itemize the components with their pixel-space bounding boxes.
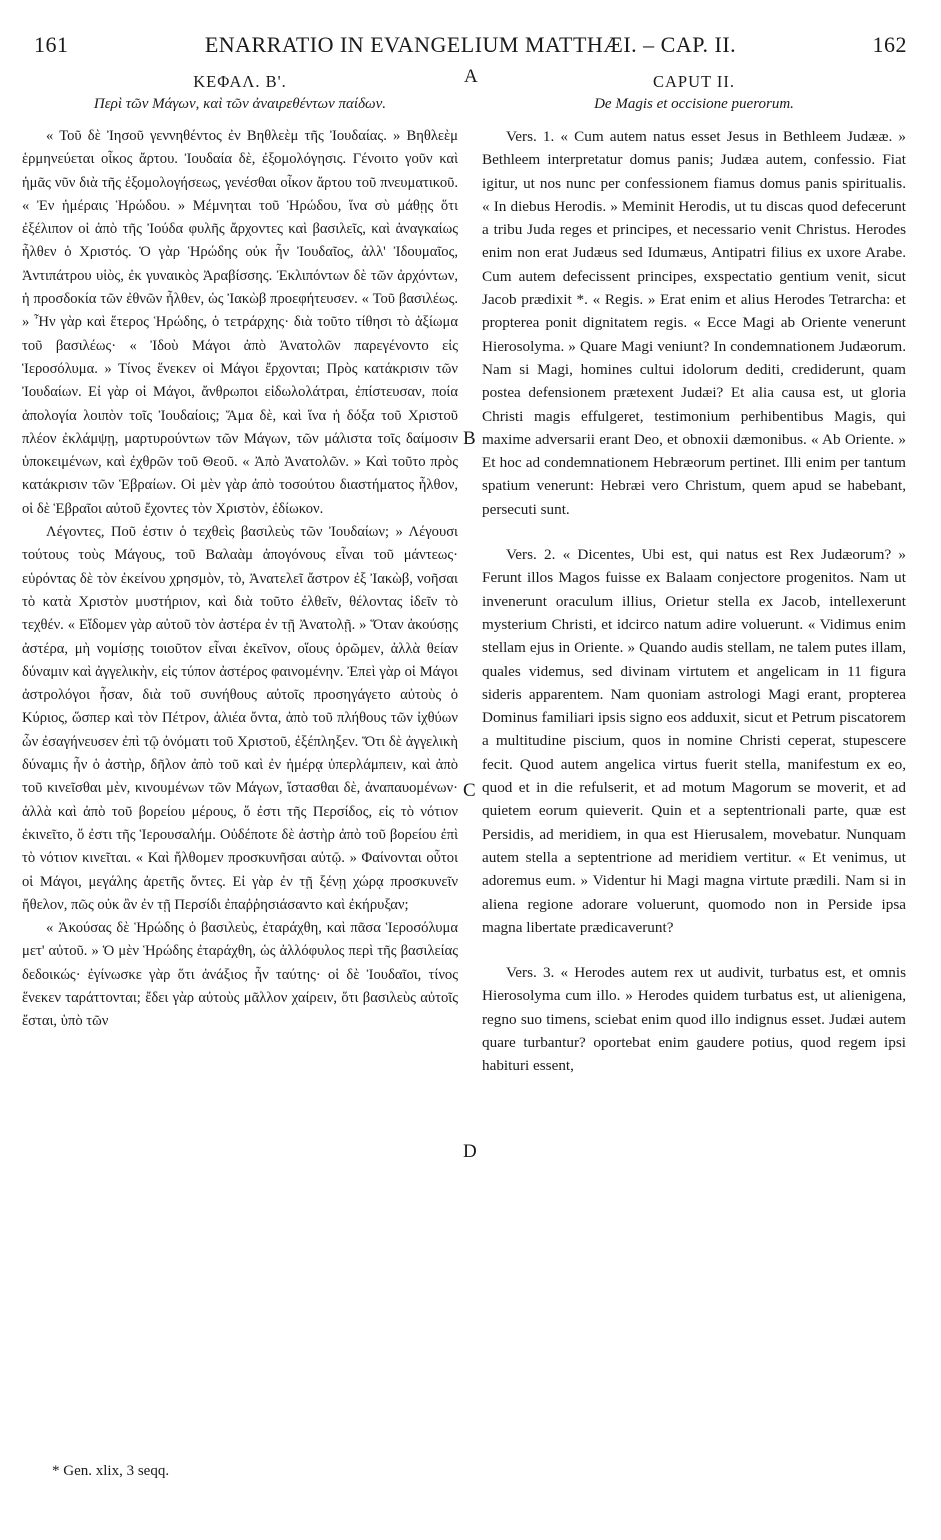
latin-paragraph: Vers. 2. « Dicentes, Ubi est, qui natus est Rex Judæorum? » Ferunt illos Magos fuisse ex Balaam conjectore progenitos. Nam ut invenerunt oraculum illius, Orietur stella ex Jacob, intellexerunt mysterium Christi, et idcirco natum adire voluerunt. « Vidimus enim stellam ejus in Oriente. » Quando audis stellam, ne talem putes illam, quales videmus, sed divinam virtutem et angelicam in 11 figura sideris apparentem. Nam quoniam astrologi Magi erant, propterea Dominus familiari ipsis signo eos adduxit, sicut et Petrum piscatorem a multitudine piscium, quos in nomine Christi ceperat, stupescere fecit. Quod autem angelica virtus fuerit stella, manifestum ex eo, quod et in die refulserit, et ad motum Magorum se moverit, et ad quietem eorum quieverit. Quin et a septentrionali parte, quæ est Persidis, ad meridiem, in qua est Hierusalem, movebatur. Nunquam autem stella a septentrione ad meridiem vertitur. « Et venimus, ut adoremus eum. » Videntur hi Magi magna virtute prædili. Nam si in aliena regione adorare voluerunt, quomodo non in Perside ipsa magna libertate prædicaverunt? <box>482 546 906 936</box>
latin-paragraph: Vers. 3. « Herodes autem rex ut audivit, turbatus est, et omnis Hierosolyma cum illo. » Herodes quidem turbatus est, ut alienigena, regno suo timens, sciebat enim quod illo indignus esset. Judæi autem quare turbantur? oportebat enim gaudere potius, quod regem ipsi habituri essent, <box>482 964 906 1075</box>
running-header <box>34 32 907 60</box>
greek-chapter-subtitle: Περὶ τῶν Μάγων, καὶ τῶν ἀναιρεθέντων παίδων. <box>93 96 387 112</box>
page-number-right: 162 <box>872 32 907 57</box>
latin-chapter-heading: CAPUT II. <box>652 72 736 91</box>
margin-marker-b: B <box>463 428 476 449</box>
greek-column <box>22 70 458 1034</box>
latin-chapter-subtitle: De Magis et occisione puerorum. <box>594 96 794 112</box>
greek-paragraph: « Τοῦ δὲ Ἰησοῦ γεννηθέντος ἐν Βηθλεὲμ τῆς Ἰουδαίας. » Βηθλεὲμ ἑρμηνεύεται οἶκος ἄρτου. Ἰουδαία δὲ, ἐξομολόγησις. Γένοιτο γοῦν καὶ ἡμᾶς νῦν διὰ τῆς ἐξομολογήσεως, γενέσθαι οἶκον ἄρτου τοῦ πνευματικοῦ. « Ἐν ἡμέραις Ἡρώδου. » Μέμνηται τοῦ Ἡρώδου, ἵνα σὺ μάθῃς ὅτι ἐξέλιπον οἱ ἀπὸ τῆς Ἰούδα φυλῆς ἄρχοντες καὶ βασιλεῖς, καὶ ἀναγκαίως ἦλθεν ὁ Χριστός. Ὁ γὰρ Ἡρώδης οὐκ ἦν Ἰουδαῖος, ἀλλ' Ἰδουμαῖος, Ἀντιπάτρου υἱὸς, ἐκ γυναικὸς Ἀραβίσσης. Ἐκλιπόντων δὲ τῶν ἀρχόντων, ἡ προσδοκία τῶν ἐθνῶν ἦλθεν, ὡς Ἰακὼβ προεφήτευσεν. « Τοῦ βασιλέως. » Ἦν γὰρ καὶ ἕτερος Ἡρώδης, ὁ τετράρχης· διὰ τοῦτο τίθησι τὸ ἀξίωμα τοῦ βασιλέως· « Ἰδοὺ Μάγοι ἀπὸ Ἀνατολῶν παρεγένοντο εἰς Ἱεροσόλυμα. » Τίνος ἕνεκεν οἱ Μάγοι ἔρχονται; Πρὸς κατάκρισιν τῶν Ἰουδαίων. Εἰ γὰρ οἱ Μάγοι, ἄνθρωποι εἰδωλολάτραι, ἐπίστευσαν, ποία ἀπολογία λοιπὸν τοῖς Ἰουδαίοις; Ἅμα δὲ, καὶ ἵνα ἡ δόξα τοῦ Χριστοῦ πλέον ἐκλάμψῃ, μαρτυρούντων τῶν Μάγων, τῶν μάλιστα τοῖς δαίμοσιν ὑποκειμένων, καὶ ἐχθρῶν τοῦ Θεοῦ. « Ἀπὸ Ἀνατολῶν. » Καὶ τοῦτο πρὸς κατάκρισιν τῶν Ἑβραίων. Οἱ μὲν γὰρ ἀπὸ τοσούτου διαστήματος ἦλθον, οἱ δὲ Ἑβραῖοι αὐτοῦ ἔχοντες τὸν Χριστὸν, ἐδίωκον. <box>22 128 458 517</box>
running-title: ENARRATIO IN EVANGELIUM MATTHÆI. – CAP. II. <box>204 32 737 57</box>
margin-marker-c: C <box>463 780 476 801</box>
margin-marker-a: A <box>464 66 478 87</box>
margin-marker-d: D <box>463 1141 477 1162</box>
greek-paragraph: Λέγοντες, Ποῦ ἐστιν ὁ τεχθεὶς βασιλεὺς τῶν Ἰουδαίων; » Λέγουσι τούτους τοὺς Μάγους, τοῦ Βαλαὰμ ἀπογόνους εἶναι τοῦ μάντεως· εὑρόντας δὲ τὸν ἐκείνου χρησμὸν, τὸ, Ἀνατελεῖ ἄστρον ἐξ Ἰακὼβ, νοῆσαι τὸ κατὰ Χριστὸν μυστήριον, καὶ διὰ τοῦτο ἐλθεῖν, θέλοντας ἰδεῖν τὸ τεχθέν. « Εἴδομεν γὰρ αὐτοῦ τὸν ἀστέρα ἐν τῇ Ἀνατολῇ. » Ὅταν ἀκούσῃς ἀστέρα, μὴ νομίσῃς τοιοῦτον εἶναι ἐκεῖνον, οἵους ὁρῶμεν, ἀλλὰ θείαν δύναμιν καὶ ἀγγελικὴν, εἰς τύπον ἀστέρος φαινομένην. Ἐπεὶ γὰρ οἱ Μάγοι ἀστρολόγοι ἦσαν, διὰ τοῦ συνήθους αὐτοῖς προσηγάγετο αὐτοὺς ὁ Κύριος, ὥσπερ καὶ τὸν Πέτρον, ἁλιέα ὄντα, ἀπὸ τοῦ πλήθους τῶν ἰχθύων ὧν ἐσαγήνευσεν ἐπὶ τῷ ὀνόματι τοῦ Χριστοῦ, ἐξέπληξεν. Ὅτι δὲ ἀγγελικὴ δύναμις ἦν ὁ ἀστὴρ, δῆλον ἀπὸ τοῦ καὶ ἐν ἡμέρᾳ ὑπερλάμπειν, καὶ ἀπὸ τοῦ κινεῖσθαι μὲν, κινουμένων τῶν Μάγων, ἵστασθαι δὲ, ἀναπαυομένων· ἀλλὰ καὶ ἀπὸ τοῦ βορείου μέρους, ὅ ἐστι τῆς Περσίδος, εἰς τὸ νότιον ἐκινεῖτο, ὅ ἐστι τῆς Ἱερουσαλήμ. Οὐδέποτε δὲ ἀστὴρ ἀπὸ τοῦ βορείου ἐπὶ τὸ νότιον κινεῖται. « Καὶ ἤλθομεν προσκυνῆσαι αὐτῷ. » Φαίνονται οὗτοι οἱ Μάγοι, μεγάλης ἀρετῆς ὄντες. Εἰ γὰρ ἐν τῇ ξένῃ χώρᾳ προσκυνεῖν ἤθελον, πῶς οὐκ ἂν ἐν τῇ Περσίδι ἐπαῤῥησιάσαντο καὶ ἐκήρυξαν; <box>22 524 458 913</box>
latin-paragraph: Vers. 1. « Cum autem natus esset Jesus in Bethleem Judææ. » Bethleem interpretatur domus panis; Judæa autem, confessio. Fiat igitur, ut nos nunc per confessionem fiamus domus panis spiritualis. « In diebus Herodis. » Meminit Herodis, ut tu discas quod defecerunt a tribu Juda reges et principes, et necessario venit Christus. Herodes enim non erat Judæus sed Idumæus, Antipatri filius ex uxore Arabe. Cum autem defecissent principes, exspectatio gentium venit, sicut Jacob prædixit *. « Regis. » Erat enim et alius Herodes Tetrarcha: et propterea ponit dignitatem regis. « Ecce Magi ab Oriente venerunt Hierosolyma. » Quare Magi veniunt? In condemnationem Judæorum. Nam si Magi, homines cultui idolorum dediti, crediderunt, quam postea defensionem prætexent Judæi? Et alia causa est, ut gloria Christi magis effulgeret, testimonium perhibentibus Magis, qui maxime adversarii erant Deo, et obnoxii dæmonibus. « Ab Oriente. » Et hoc ad condemnationem Hebræorum pertinet. Illi enim per tantum spatium venerunt: Hebræi vero Christum, quem apud se habebant, persecuti sunt. <box>482 128 906 518</box>
greek-chapter-heading: ΚΕΦΑΛ. Β'. <box>193 72 287 91</box>
latin-column <box>482 70 906 1078</box>
greek-paragraph: « Ἀκούσας δὲ Ἡρώδης ὁ βασιλεὺς, ἐταράχθη, καὶ πᾶσα Ἱεροσόλυμα μετ' αὐτοῦ. » Ὁ μὲν Ἡρώδης ἐταράχθη, ὡς ἀλλόφυλος περὶ τῆς βασιλείας δεδοικώς· ἐγίνωσκε γὰρ ὅτι ἀνάξιος ἦν ταύτης· οἱ δὲ Ἰουδαῖοι, τίνος ἕνεκεν ταράττονται; ἔδει γὰρ αὐτοὺς μᾶλλον χαίρειν, ὅτι βασιλεὺς αὐτοῖς ἔσται, ὑπὸ τῶν <box>22 920 458 1030</box>
footnote: * Gen. xlix, 3 seqq. <box>52 1463 170 1479</box>
page-number-left: 161 <box>34 32 69 57</box>
